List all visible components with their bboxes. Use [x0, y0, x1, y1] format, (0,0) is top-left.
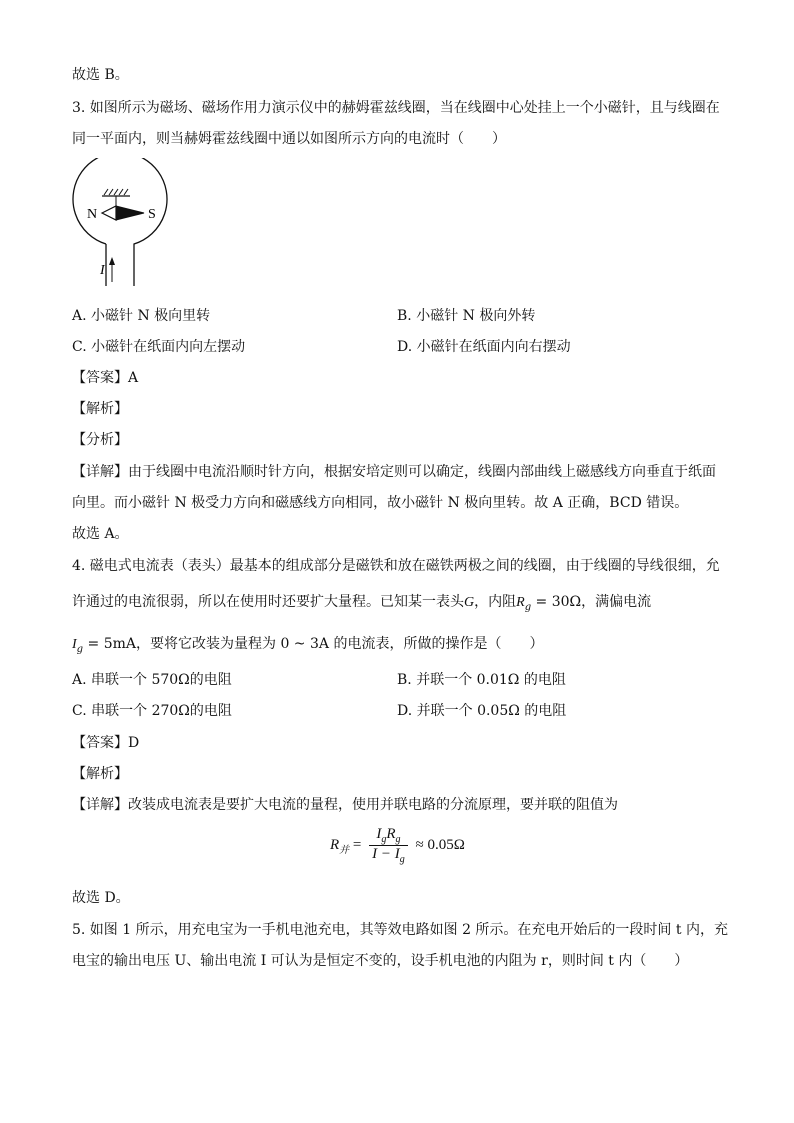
detail-text-2: 向里。而小磁针 N 极受力方向和磁感线方向相同，故小磁针 N 极向里转。故 A 正确，BCD 错误。 [72, 495, 689, 511]
question-5-text: 5. 如图 1 所示，用充电宝为一手机电池充电，其等效电路如图 2 所示。在充电开始后的一段时间 t 内，充 [72, 922, 728, 938]
option-c: C. 小磁针在纸面内向左摆动 [72, 339, 246, 355]
label-n: N [87, 207, 98, 222]
shunt-resistance-formula: $R_并$ = $\frac{I_gR_g}{I - I_g}$ ≈ 0.05Ω [330, 826, 465, 865]
analysis-label: 【解析】 [72, 401, 128, 417]
needle-north [102, 206, 116, 220]
question-5-text-2: 电宝的输出电压 U、输出电流 I 可认为是恒定不变的，设手机电池的内阻为 r，则时间 t 内（ ） [72, 953, 689, 969]
question-4-text: 4. 磁电式电流表（表头）最基本的组成部分是磁铁和放在磁铁两极之间的线圈，由于线圈的导线很细，允 [72, 558, 720, 574]
helmholtz-coil-figure [70, 158, 180, 290]
analysis-sub-label: 【分析】 [72, 432, 128, 448]
conclusion: 故选 A。 [72, 526, 129, 542]
option-d: D. 小磁针在纸面内向右摆动 [397, 339, 571, 355]
question-3-text-2: 同一平面内，则当赫姆霍兹线圈中通以如图所示方向的电流时（ ） [72, 131, 506, 147]
option-a: A. 串联一个 570Ω的电阻 [72, 672, 232, 688]
option-b: B. 小磁针 N 极向外转 [397, 308, 536, 324]
question-4-text-3: $I_g = 5mA$，要将它改装为量程为 0 ~ 3A 的电流表，所做的操作是（ ） [72, 636, 544, 655]
option-d: D. 并联一个 0.05Ω 的电阻 [397, 703, 567, 719]
option-c: C. 串联一个 270Ω的电阻 [72, 703, 232, 719]
text-line: 故选 B。 [72, 67, 129, 83]
label-s: S [148, 207, 156, 222]
question-3-text: 3. 如图所示为磁场、磁场作用力演示仪中的赫姆霍兹线圈，当在线圈中心处挂上一个小磁针，且与线圈在 [72, 100, 720, 116]
detail-text: 【详解】改装成电流表是要扩大电流的量程，使用并联电路的分流原理，要并联的阻值为 [72, 797, 618, 813]
label-current: I [100, 263, 105, 278]
analysis-label: 【解析】 [72, 766, 128, 782]
question-4-text-2: 许通过的电流很弱，所以在使用时还要扩大量程。已知某一表头G，内阻$R_g = 30\Omega$，满偏电流 [72, 594, 652, 613]
conclusion: 故选 D。 [72, 890, 130, 906]
option-a: A. 小磁针 N 极向里转 [72, 308, 211, 324]
detail-text: 【详解】由于线圈中电流沿顺时针方向，根据安培定则可以确定，线圈内部曲线上磁感线方向垂直于纸面 [72, 464, 716, 480]
answer-label: 【答案】A [72, 370, 139, 386]
needle-south [116, 206, 144, 220]
option-b: B. 并联一个 0.01Ω 的电阻 [397, 672, 566, 688]
answer-label: 【答案】D [72, 735, 140, 751]
